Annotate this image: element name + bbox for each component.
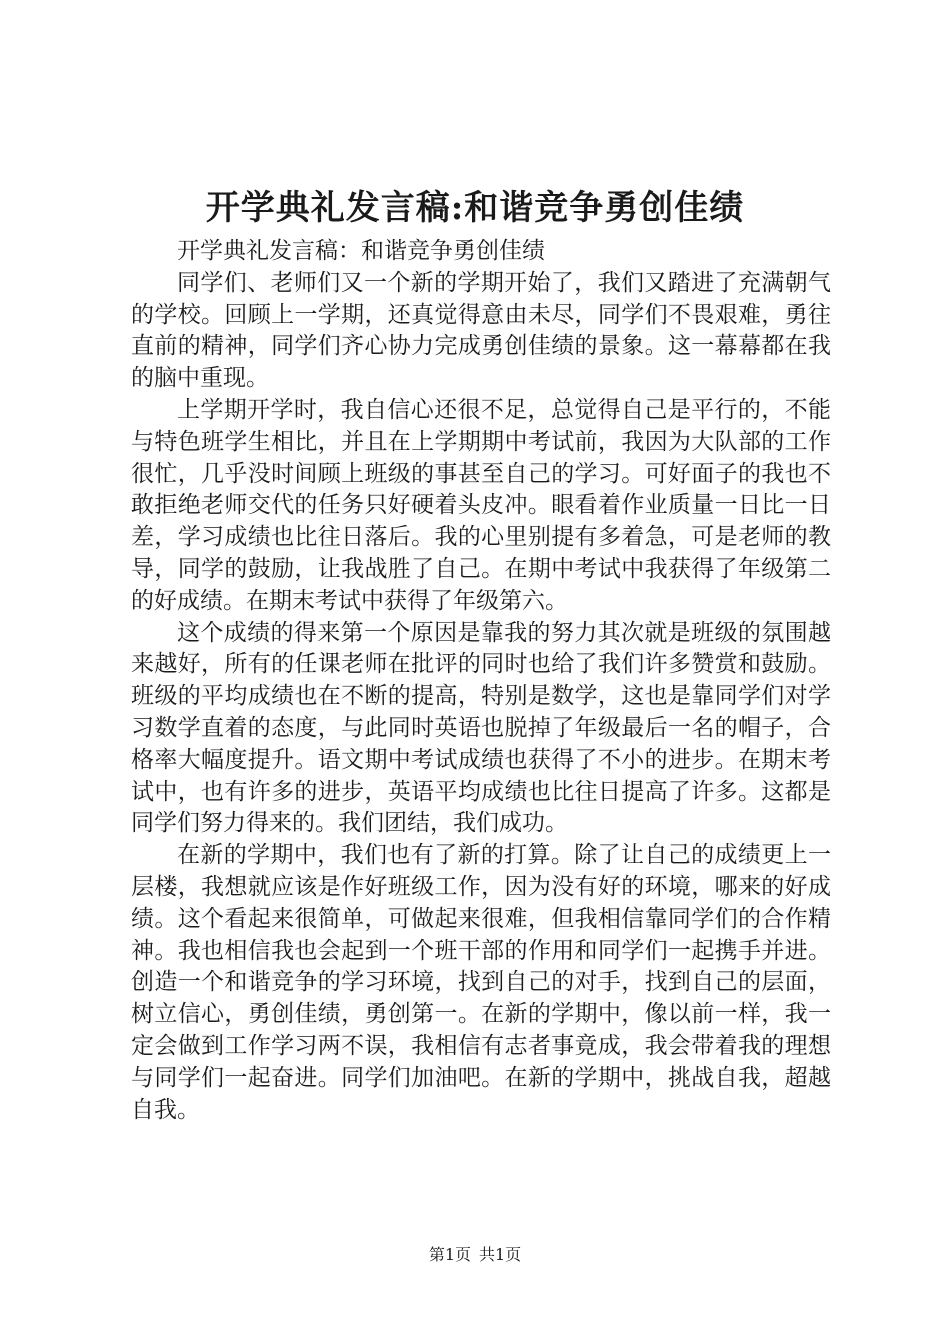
- page-footer: [0, 1244, 950, 1266]
- body-paragraph: 上学期开学时，我自信心还很不足，总觉得自己是平行的，不能与特色班学生相比，并且在上学期期中考试前，我因为大队部的工作很忙，几乎没时间顾上班级的事甚至自己的学习。可好面子的我也不敢拒绝老师交代的任务只好硬着头皮冲。眼看着作业质量一日比一日差，学习成绩也比往日落后。我的心里别提有多着急，可是老师的教导，同学的鼓励，让我战胜了自己。在期中考试中我获得了年级第二的好成绩。在期末考试中获得了年级第六。: [131, 396, 831, 614]
- body-paragraph: 同学们、老师们又一个新的学期开始了，我们又踏进了充满朝气的学校。回顾上一学期，还真觉得意由未尽，同学们不畏艰难，勇往直前的精神，同学们齐心协力完成勇创佳绩的景象。这一幕幕都在我的脑中重现。: [131, 269, 831, 392]
- body-paragraph: 开学典礼发言稿：和谐竞争勇创佳绩: [177, 238, 545, 264]
- page-number: 第1页: [428, 1245, 471, 1264]
- body-paragraph: 这个成绩的得来第一个原因是靠我的努力其次就是班级的氛围越来越好，所有的任课老师在批评的同时也给了我们许多赞赏和鼓励。班级的平均成绩也在不断的提高，特别是数学，这也是靠同学们对学习数学直着的态度，与此同时英语也脱掉了年级最后一名的帽子，合格率大幅度提升。语文期中考试成绩也获得了不小的进步。在期末考试中，也有许多的进步，英语平均成绩也比往日提高了许多。这都是同学们努力得来的。我们团结，我们成功。: [131, 619, 831, 837]
- document-body: [131, 236, 831, 1126]
- body-paragraph: 在新的学期中，我们也有了新的打算。除了让自己的成绩更上一层楼，我想就应该是作好班级工作，因为没有好的环境，哪来的好成绩。这个看起来很简单，可做起来很难，但我相信靠同学们的合作精神。我也相信我也会起到一个班干部的作用和同学们一起携手并进。创造一个和谐竞争的学习环境，找到自己的对手，找到自己的层面，树立信心，勇创佳绩，勇创第一。在新的学期中，像以前一样，我一定会做到工作学习两不误，我相信有志者事竟成，我会带着我的理想与同学们一起奋进。同学们加油吧。在新的学期中，挑战自我，超越自我。: [131, 842, 831, 1123]
- document-title: 开学典礼发言稿:和谐竞争勇创佳绩: [205, 188, 745, 228]
- page-total: 共1页: [479, 1245, 522, 1264]
